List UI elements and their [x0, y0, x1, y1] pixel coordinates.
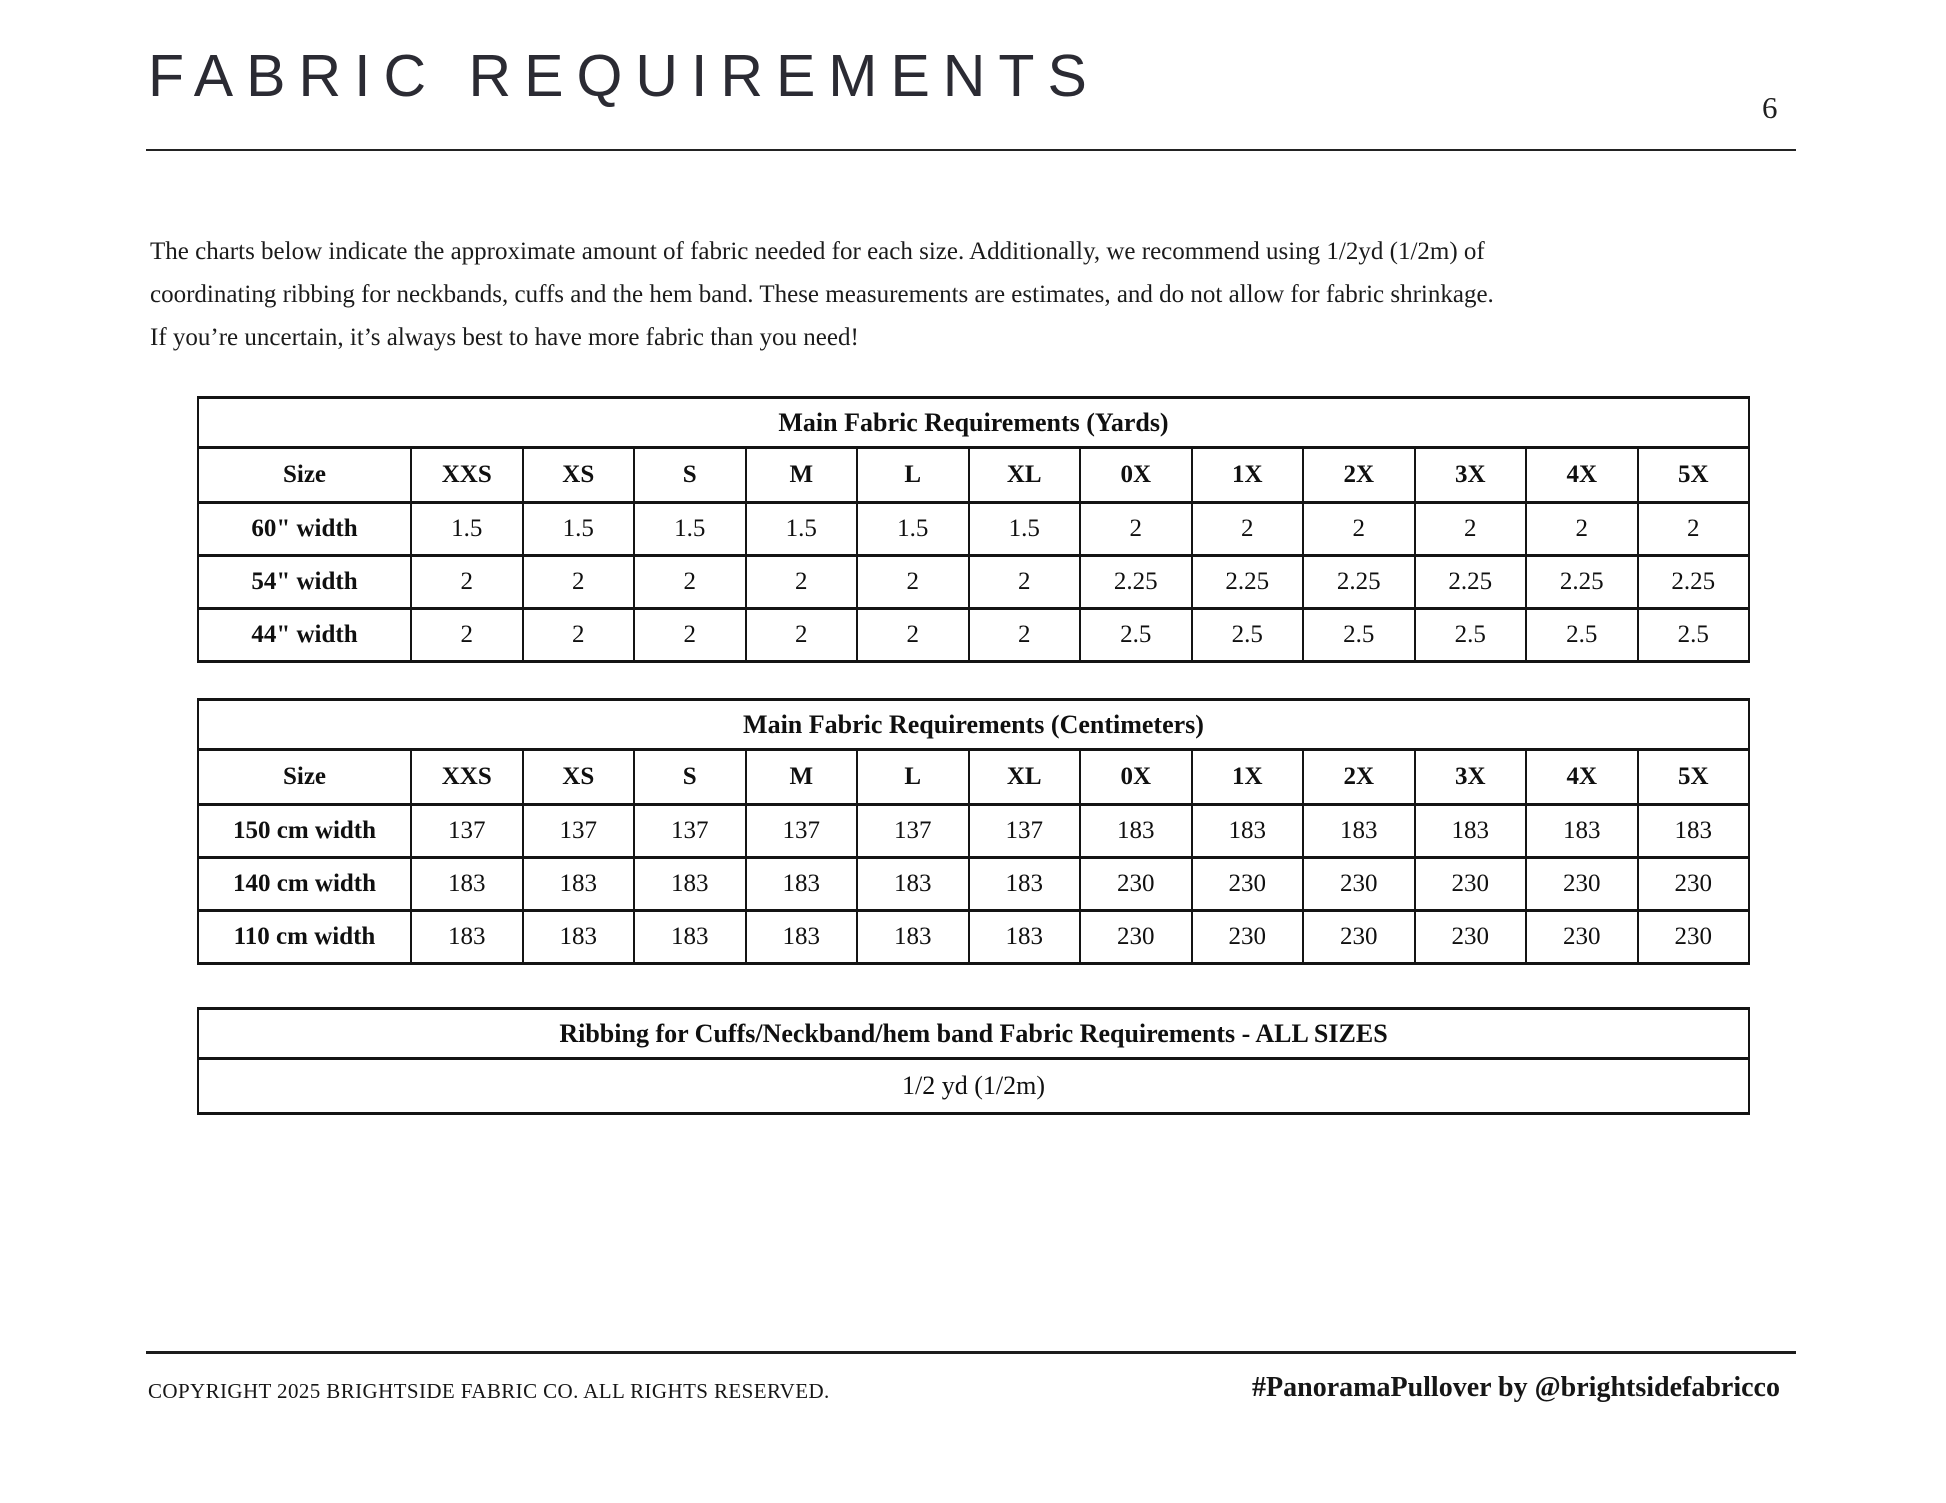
fabric-amount-cell: 1.5	[969, 503, 1081, 556]
fabric-amount-cell: 183	[857, 858, 969, 911]
fabric-amount-cell: 183	[969, 858, 1081, 911]
fabric-amount-cell: 183	[634, 858, 746, 911]
row-label: 110 cm width	[198, 911, 411, 964]
fabric-amount-cell: 183	[1638, 805, 1750, 858]
fabric-amount-cell: 2.25	[1303, 556, 1415, 609]
column-header: XXS	[411, 448, 523, 503]
intro-paragraph	[150, 230, 1494, 359]
intro-line: If you’re uncertain, it’s always best to have more fabric than you need!	[150, 324, 859, 351]
table-row	[198, 556, 1749, 609]
table-row	[198, 911, 1749, 964]
column-header: 1X	[1192, 750, 1304, 805]
fabric-amount-cell: 2	[969, 556, 1081, 609]
fabric-amount-cell: 230	[1415, 911, 1527, 964]
column-header: 0X	[1080, 750, 1192, 805]
fabric-amount-cell: 2	[1638, 503, 1750, 556]
fabric-amount-cell: 183	[1526, 805, 1638, 858]
fabric-amount-cell: 2	[1080, 503, 1192, 556]
fabric-amount-cell: 183	[746, 858, 858, 911]
fabric-amount-cell: 183	[1080, 805, 1192, 858]
fabric-amount-cell: 183	[1303, 805, 1415, 858]
column-header: Size	[198, 448, 411, 503]
fabric-amount-cell: 230	[1192, 858, 1304, 911]
fabric-amount-cell: 2	[746, 556, 858, 609]
fabric-amount-cell: 1.5	[746, 503, 858, 556]
column-header: S	[634, 448, 746, 503]
fabric-amount-cell: 230	[1080, 911, 1192, 964]
fabric-amount-cell: 2.5	[1192, 609, 1304, 662]
fabric-amount-cell: 183	[523, 911, 635, 964]
column-header: L	[857, 750, 969, 805]
fabric-amount-cell: 2	[411, 556, 523, 609]
fabric-amount-cell: 230	[1526, 858, 1638, 911]
table-row	[198, 503, 1749, 556]
fabric-amount-cell: 183	[746, 911, 858, 964]
fabric-amount-cell: 137	[746, 805, 858, 858]
ribbing-value: 1/2 yd (1/2m)	[198, 1059, 1749, 1114]
column-header: 2X	[1303, 750, 1415, 805]
pattern-credit-text: #PanoramaPullover by @brightsidefabricco	[1252, 1372, 1780, 1403]
fabric-amount-cell: 2.5	[1638, 609, 1750, 662]
ribbing-value-row	[198, 1059, 1749, 1114]
fabric-amount-cell: 2	[523, 609, 635, 662]
fabric-amount-cell: 183	[969, 911, 1081, 964]
watermark-text: @brightsidefabricco	[392, 972, 629, 1002]
column-header: 2X	[1303, 448, 1415, 503]
intro-line: The charts below indicate the approximate amount of fabric needed for each size. Additionally, we recommend using 1/2yd (1/2m) of	[150, 238, 1485, 265]
fabric-amount-cell: 137	[969, 805, 1081, 858]
fabric-amount-cell: 2.25	[1415, 556, 1527, 609]
column-header: 5X	[1638, 750, 1750, 805]
header-divider	[146, 149, 1796, 151]
fabric-amount-cell: 230	[1303, 911, 1415, 964]
size-header-row	[198, 448, 1749, 503]
fabric-amount-cell: 183	[411, 858, 523, 911]
page-number: 6	[1762, 90, 1778, 125]
fabric-amount-cell: 137	[634, 805, 746, 858]
fabric-amount-cell: 2	[1303, 503, 1415, 556]
fabric-amount-cell: 2.5	[1303, 609, 1415, 662]
column-header: S	[634, 750, 746, 805]
fabric-amount-cell: 2.25	[1638, 556, 1750, 609]
fabric-amount-cell: 230	[1638, 858, 1750, 911]
fabric-amount-cell: 230	[1303, 858, 1415, 911]
fabric-amount-cell: 137	[523, 805, 635, 858]
fabric-amount-cell: 2	[1415, 503, 1527, 556]
fabric-amount-cell: 2	[523, 556, 635, 609]
fabric-amount-cell: 183	[1415, 805, 1527, 858]
page-title: FABRIC REQUIREMENTS	[148, 43, 1100, 109]
fabric-amount-cell: 1.5	[411, 503, 523, 556]
fabric-amount-cell: 1.5	[857, 503, 969, 556]
fabric-amount-cell: 230	[1415, 858, 1527, 911]
table-row	[198, 805, 1749, 858]
fabric-amount-cell: 2.5	[1526, 609, 1638, 662]
column-header: XXS	[411, 750, 523, 805]
column-header: 3X	[1415, 750, 1527, 805]
column-header: M	[746, 750, 858, 805]
column-header: 0X	[1080, 448, 1192, 503]
fabric-amount-cell: 230	[1080, 858, 1192, 911]
row-label: 60" width	[198, 503, 411, 556]
fabric-amount-cell: 2	[634, 609, 746, 662]
fabric-amount-cell: 183	[523, 858, 635, 911]
fabric-amount-cell: 230	[1526, 911, 1638, 964]
fabric-amount-cell: 2	[857, 609, 969, 662]
column-header: XL	[969, 750, 1081, 805]
fabric-amount-cell: 230	[1638, 911, 1750, 964]
column-header: XL	[969, 448, 1081, 503]
table-row	[198, 858, 1749, 911]
fabric-amount-cell: 1.5	[523, 503, 635, 556]
fabric-amount-cell: 2	[634, 556, 746, 609]
column-header: Size	[198, 750, 411, 805]
row-label: 150 cm width	[198, 805, 411, 858]
row-label: 44" width	[198, 609, 411, 662]
column-header: 4X	[1526, 448, 1638, 503]
fabric-amount-cell: 2	[857, 556, 969, 609]
column-header: XS	[523, 750, 635, 805]
column-header: M	[746, 448, 858, 503]
yards-requirements-table	[197, 396, 1750, 663]
fabric-amount-cell: 2	[411, 609, 523, 662]
table-title: Main Fabric Requirements (Centimeters)	[198, 700, 1749, 750]
fabric-amount-cell: 2	[1192, 503, 1304, 556]
fabric-amount-cell: 183	[411, 911, 523, 964]
table-title: Main Fabric Requirements (Yards)	[198, 398, 1749, 448]
size-header-row	[198, 750, 1749, 805]
ribbing-requirements-table	[197, 1007, 1750, 1115]
column-header: 3X	[1415, 448, 1527, 503]
column-header: 1X	[1192, 448, 1304, 503]
fabric-amount-cell: 2	[969, 609, 1081, 662]
fabric-amount-cell: 2.25	[1192, 556, 1304, 609]
table-row	[198, 609, 1749, 662]
fabric-amount-cell: 2	[1526, 503, 1638, 556]
column-header: XS	[523, 448, 635, 503]
fabric-amount-cell: 2.25	[1080, 556, 1192, 609]
fabric-amount-cell: 1.5	[634, 503, 746, 556]
column-header: 4X	[1526, 750, 1638, 805]
column-header: 5X	[1638, 448, 1750, 503]
fabric-amount-cell: 2	[746, 609, 858, 662]
fabric-amount-cell: 2.25	[1526, 556, 1638, 609]
centimeters-requirements-table	[197, 698, 1750, 965]
fabric-amount-cell: 137	[857, 805, 969, 858]
fabric-amount-cell: 2.5	[1080, 609, 1192, 662]
footer-divider	[146, 1351, 1796, 1354]
row-label: 140 cm width	[198, 858, 411, 911]
fabric-amount-cell: 183	[1192, 805, 1304, 858]
row-label: 54" width	[198, 556, 411, 609]
table-title-row	[198, 398, 1749, 448]
intro-line: coordinating ribbing for neckbands, cuffs and the hem band. These measurements are estimates, and do not allow for fabric shrinkage.	[150, 281, 1494, 308]
copyright-text: COPYRIGHT 2025 BRIGHTSIDE FABRIC CO. ALL RIGHTS RESERVED.	[148, 1379, 830, 1403]
fabric-amount-cell: 137	[411, 805, 523, 858]
fabric-amount-cell: 2.5	[1415, 609, 1527, 662]
fabric-amount-cell: 183	[857, 911, 969, 964]
table-title-row	[198, 1009, 1749, 1059]
table-title: Ribbing for Cuffs/Neckband/hem band Fabric Requirements - ALL SIZES	[198, 1009, 1749, 1059]
table-title-row	[198, 700, 1749, 750]
fabric-amount-cell: 230	[1192, 911, 1304, 964]
fabric-amount-cell: 183	[634, 911, 746, 964]
column-header: L	[857, 448, 969, 503]
